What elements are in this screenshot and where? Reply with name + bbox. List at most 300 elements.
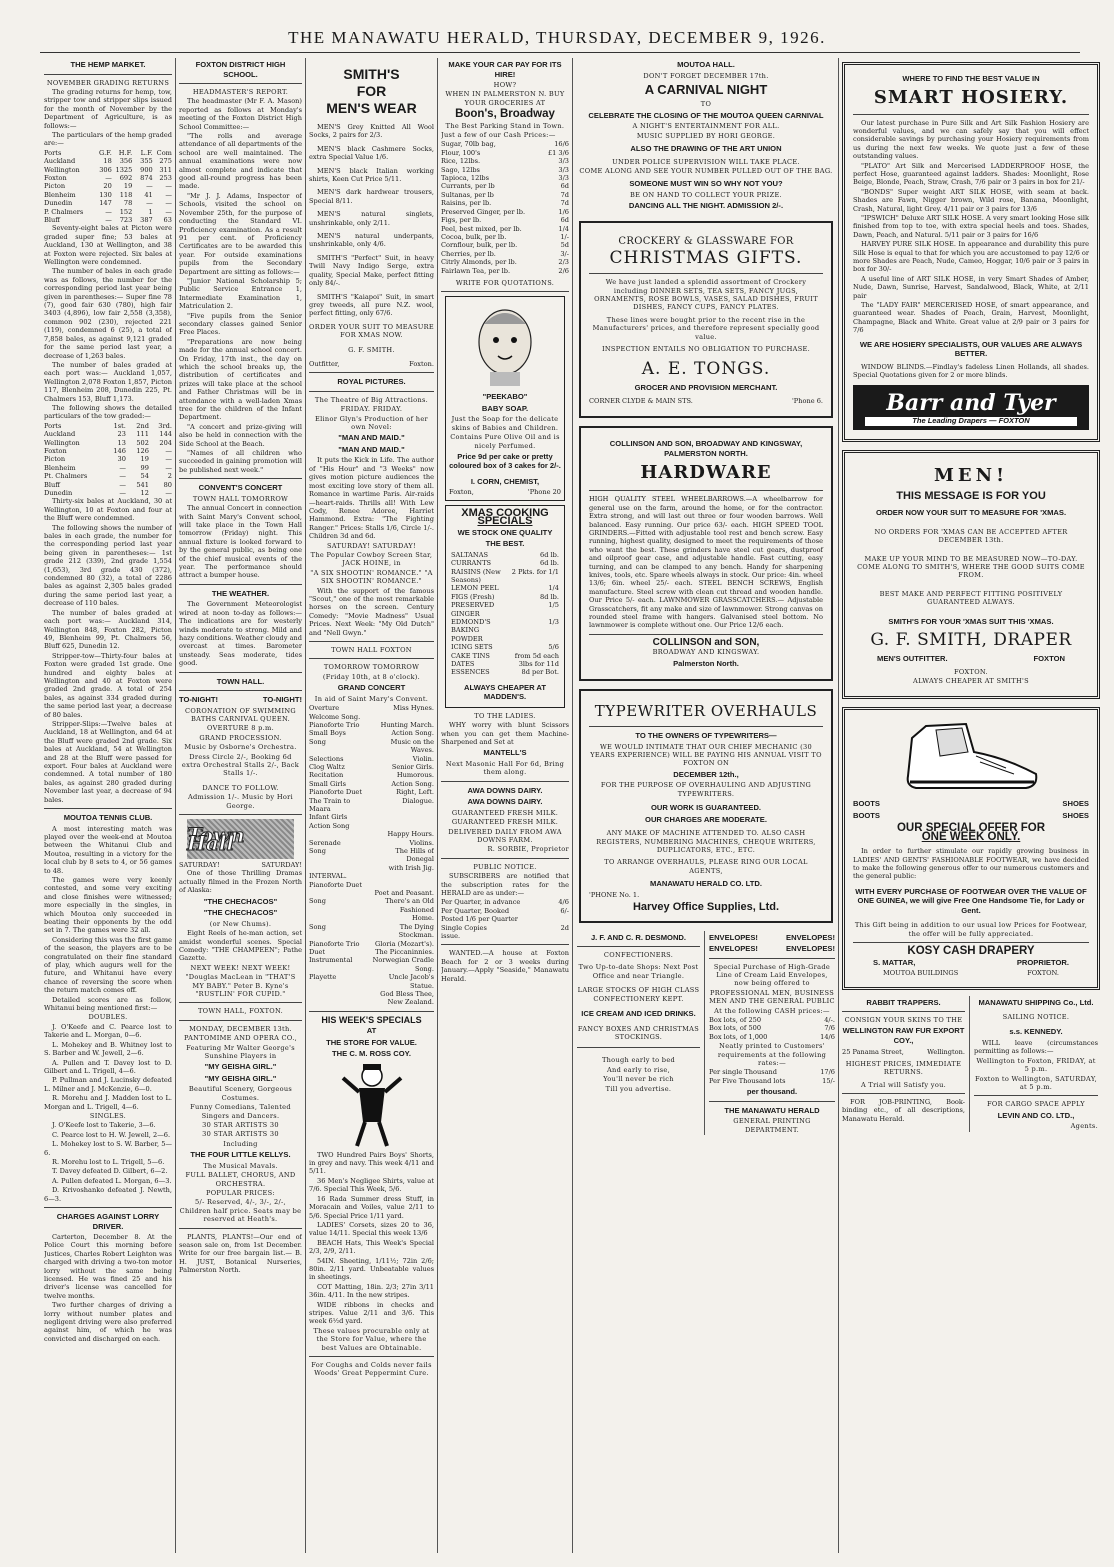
fw: Foxton to Wellington, SATURDAY, at 5 p.m.: [974, 1074, 1098, 1091]
smith-item: MEN'S natural singlets, unshrinkable, only 2/11.: [309, 210, 434, 227]
issue: issue.: [441, 932, 461, 940]
programme-row-cell: Dialogue.: [402, 796, 434, 805]
xmas-item-cell: 2 Pkts. for 1/1: [511, 567, 559, 576]
saturday-row: [179, 861, 302, 869]
table-header-cell: H.F.: [118, 148, 133, 157]
programme-row: [309, 830, 434, 838]
men-ad: [842, 450, 1100, 700]
subscribers: SUBSCRIBERS are notified that the subscription rates for the HERALD are as under:—: [441, 872, 569, 897]
school-paragraph: "Junior National Scholarship 5; Public Service Entrance 1, Intermediate Examination 1, Matriculation 2.: [179, 276, 302, 311]
programme-row: [309, 914, 434, 922]
divider: [179, 478, 302, 479]
price-row-cell: 6d: [560, 182, 569, 191]
specials-item: LADIES' Corsets, sizes 20 to 36, value 14/11. Special this week 13/6: [309, 1220, 434, 1238]
singles-label: SINGLES.: [89, 1111, 127, 1120]
table-row-cell: Auckland: [44, 157, 76, 166]
xmas-item-cell: 1/4: [548, 584, 559, 593]
school-heading: FOXTON DISTRICT HIGH SCHOOL.: [195, 60, 286, 79]
corn-chemist: I. CORN, CHEMIST,: [470, 476, 540, 486]
envelope-price-cell: Box lots, of 1,000: [709, 1032, 768, 1041]
foxton: Foxton.: [409, 359, 434, 368]
programme-row: [309, 847, 434, 864]
table-row-cell: Dunedin: [44, 199, 73, 208]
man-and-maid-paragraph: It puts the Kick in Life. The author of "His Hour" and "3 Weeks" now gives motion picture audiences the most exciting love story of them all. Romance in wartime Paris. Air-raids—heart-raids. Thrills all! With Lew Cody, Renee Adoree, Harriet Hammond. Extra: "The Fighting Ranger." Prices: Stalls 1/6, Circle 1/-. Children 3d and 6d.: [309, 456, 434, 541]
tennis-paragraph: Detailed scores are as follow, Whitanui being mentioned first:—: [44, 995, 172, 1013]
table-row: [44, 481, 172, 489]
divider: [179, 83, 302, 84]
to-the-ladies: TO THE LADIES.: [474, 711, 536, 720]
smith-item: MEN'S dark hardwear trousers, Special 8/11.: [309, 188, 434, 205]
xmas-item-cell: 6d lb.: [540, 559, 559, 568]
price-row-cell: Cocoa, bulk, per lb.: [441, 232, 507, 241]
table-row-cell: 18: [103, 157, 112, 166]
programme-row-cell: Serenade: [309, 838, 341, 847]
school-paragraph: "Five pupils from the Senior secondary classes gained Senior Free Places.: [179, 311, 302, 337]
foxton: FOXTON: [1033, 654, 1065, 664]
divider: [309, 1011, 434, 1012]
table-row-cell: 144: [159, 430, 172, 439]
price-row: [441, 199, 569, 207]
chechacos: "THE CHECHACOS": [203, 908, 278, 918]
dancing: DANCING ALL THE NIGHT. ADMISSION 2/-.: [628, 201, 784, 211]
price-row-cell: Fairlawn Tea, per lb.: [441, 266, 511, 275]
envelopes-right: ENVELOPES!: [786, 944, 835, 953]
boots: BOOTS: [853, 810, 881, 820]
divider: [441, 291, 569, 292]
programme-row: [309, 990, 434, 1007]
royal-sub: The Theatre of Big Attractions.: [314, 395, 429, 404]
table-row-cell: 502: [136, 438, 149, 447]
table-row-cell: 541: [136, 480, 149, 489]
baby-face-icon: [470, 302, 540, 388]
divider: [309, 658, 434, 659]
programme-row-cell: Violin.: [412, 754, 434, 763]
gf-smith: G. F. SMITH.: [348, 345, 395, 354]
price-row: [441, 267, 569, 275]
herald-printing: THE MANAWATU HERALD: [724, 1105, 820, 1115]
table-row-cell: 54: [140, 472, 149, 481]
cargo: FOR CARGO SPACE APPLY: [987, 1100, 1085, 1109]
programme-row-cell: [309, 889, 369, 897]
programme-row-cell: Hunting March.: [380, 720, 434, 729]
foxton: FOXTON.: [954, 667, 988, 676]
envelopes-row: [709, 944, 835, 954]
programme-row-cell: Playette: [309, 973, 337, 982]
romance: "A SIX SHOOTIN' ROMANCE." "A SIX SHOOTIN' ROMANCE.": [310, 568, 433, 586]
moderate: OUR CHARGES ARE MODERATE.: [645, 814, 767, 824]
one-week: ONE WEEK ONLY.: [921, 830, 1021, 843]
xmas-item-cell: 1/3: [548, 617, 559, 626]
tennis-paragraph: The games were very keenly contested, and some very exciting and close finishes were witnessed; more especially in the singles, in which Moutoa only succeeded in beating their opponents by the odd set in 7. The games were 32 all.: [44, 875, 172, 935]
rate-row-cell: Per Quarter, in advance: [441, 898, 521, 907]
table-row-cell: 387: [140, 216, 153, 224]
xmas-item-cell: CAKE TINS: [451, 651, 490, 660]
divider: [179, 672, 302, 673]
envelopes-ad: [705, 931, 835, 1136]
envelopes-at: At the following CASH prices:—: [714, 1006, 830, 1015]
reels-paragraph: Eight Reels of he-man action, set amidst wonderful scenes. Special Comedy: "THE CHAMPEEN"; Pathe Gazette.: [179, 929, 302, 963]
xmas-item-cell: SALTANAS: [451, 550, 488, 559]
table-row-cell: Picton: [44, 455, 66, 464]
gf-smith-draper: G. F. SMITH, DRAPER: [870, 630, 1072, 651]
wellington-fur: WELLINGTON RAW FUR EXPORT COY.,: [842, 1026, 965, 1045]
hemp-paragraph: Seventy-eight bales at Picton were graded super fine; 53 bales at Auckland, 130 at Wellington, and 38 at Foxton were rejected. Six bales at Wellington were condemned.: [44, 224, 172, 267]
make-up: MAKE UP YOUR MIND TO BE MEASURED NOW—TO-DAY. COME ALONG TO SMITH'S, WHERE THE GOOD SUITS COME FROM.: [857, 554, 1085, 580]
result-line: P. Pullman and J. Lucinsky defeated L. Milner and J. McKenzie, 6—0.: [44, 1076, 172, 1093]
programme-row: [309, 788, 434, 796]
general-printing: GENERAL PRINTING DEPARTMENT.: [733, 1117, 811, 1134]
table-row-cell: 30: [117, 455, 126, 464]
hemp-table: [44, 149, 172, 225]
programme-row-cell: Right, Left.: [396, 788, 434, 797]
masonic: Next Masonic Hall For 6d, Bring them along.: [445, 759, 565, 777]
divider: [179, 690, 302, 691]
programme-row-cell: [369, 813, 434, 830]
price-row-cell: 7d: [560, 190, 569, 199]
hemp-subheading: NOVEMBER GRADING RETURNS: [46, 78, 170, 87]
typewriter-para: TO ARRANGE OVERHAULS, PLEASE RING OUR LOCAL AGENTS,: [604, 858, 808, 875]
town-hall-foxton: TOWN HALL, FOXTON.: [197, 1007, 284, 1016]
result-line: R. Morehu and J. Madden lost to L. Morgan and L. Trigell, 4—6.: [44, 1094, 172, 1111]
weather-paragraph: The Government Meteorologist wired at noon to-day as follows:— The indications are for westerly winds moderate to strong. Mild and hazy conditions. Weather cloudy and overcast at times. Barometer unsteady. Seas moderate, tides good.: [179, 600, 302, 668]
table-row: [44, 489, 172, 497]
table-header-cell: 3rd.: [158, 421, 172, 430]
typewriter-para: FOR THE PURPOSE OF OVERHAULING AND ADJUSTING TYPEWRITERS.: [600, 781, 812, 798]
specials-item: COT Matting, 18in. 2/3; 27in 3/11 36in. 4/11. In the new stripes.: [309, 1282, 434, 1300]
xmas-item-cell: ESSENCES: [451, 668, 490, 677]
table-row-cell: 253: [159, 173, 172, 182]
royal-heading: ROYAL PICTURES.: [337, 377, 406, 387]
barr-tyer-logo: [853, 385, 1089, 429]
man-and-maid: "MAN AND MAID.": [338, 444, 405, 454]
envelope-rate-cell: 17/6: [820, 1068, 835, 1077]
table-row-cell: 111: [136, 430, 149, 439]
table-row-cell: Blenheim: [44, 463, 76, 472]
crockery-ad: [579, 221, 833, 419]
awa-dairy: AWA DOWNS DAIRY.: [467, 785, 543, 795]
shoes: SHOES: [1062, 799, 1089, 809]
hemp-paragraph: The following shows the number of bales in each grade, the number for the corresponding period last year being given in parentheses:— 1st grade 212 (339), 2nd grade 1,554 (1,653), 3rd grade 430 (372), condemned 80 (32), a total of 2286 bales as against 2,305 bales graded during the same period last year, a decrease of 110 bales.: [44, 523, 172, 608]
table-row-cell: —: [119, 472, 126, 481]
overture: OVERTURE 8 p.m.: [207, 724, 274, 733]
hosiery-para: Our latest purchase in Pure Silk and Art Silk Fashion Hosiery are wonderful values, and we can safely say that you will effect considerable savings by purchasing your Hosiery requirements from us during the next few weeks. We quote just a few of these outstanding values.: [853, 118, 1089, 161]
boons-price-list: [441, 140, 569, 275]
programme-row: [309, 771, 434, 779]
table-header-cell: Ports: [44, 148, 62, 157]
prices: 5/- Reserved, 4/-, 3/-, 2/-, Children half price. Seats may be reserved at Heath's.: [179, 1198, 302, 1224]
xmas-item-list: [451, 551, 559, 677]
awa-dairy: AWA DOWNS DAIRY.: [467, 797, 543, 807]
envelope-prices: [709, 1016, 835, 1041]
envelope-rate-cell: 15/-: [822, 1076, 835, 1085]
barr-tyer-text: Barr and Tyer: [886, 390, 1056, 417]
smiths-heading: SMITH'S: [343, 66, 400, 82]
including: Including: [223, 1139, 258, 1148]
message: THIS MESSAGE IS FOR YOU: [896, 489, 1046, 502]
crockery-heading: CROCKERY & GLASSWARE FOR: [618, 235, 794, 247]
table-row-cell: Dunedin: [44, 489, 73, 497]
programme-row-cell: The Hills of Donegal: [395, 847, 434, 864]
programme-row: [309, 839, 434, 847]
price-row-cell: 2/3: [558, 258, 569, 267]
moutoa-buildings: MOUTOA BUILDINGS: [883, 969, 959, 978]
price-row-cell: Sago, 12lbs: [441, 165, 480, 174]
to: TO: [700, 100, 712, 109]
programme-row-cell: The Dying Stockman.: [398, 922, 434, 940]
specials-item: 16 Rada Summer dress Stuff, in Moracain and Voiles, value 2/11 to 5/6. Special Price 1/11 yard.: [309, 1194, 434, 1220]
xmas-item-cell: FIGS (Fresh): [451, 592, 495, 601]
price-row: [441, 258, 569, 266]
xmas-item: [451, 660, 559, 668]
order-suit: ORDER YOUR SUIT TO MEASURE FOR XMAS NOW.: [309, 322, 434, 340]
price-row-cell: Raisins, per lb.: [441, 199, 492, 208]
table-header-cell: G.F.: [99, 148, 112, 157]
column-6: [842, 58, 1100, 1559]
typewriter-to: TO THE OWNERS OF TYPEWRITERS—: [635, 731, 777, 741]
town-hall-foxton: TOWN HALL FOXTON: [331, 646, 412, 654]
corn-address: Foxton,: [449, 488, 474, 497]
tennis-paragraph: A most interesting match was played over the week-end at Moutoa between the Whitanui Club and Moutoa, resulting in a victory for the local club by 8 sets to 4, or 56 games to 48.: [44, 824, 172, 875]
price-row-cell: Flour, 100's: [441, 148, 481, 157]
divider: [179, 1020, 302, 1021]
xmas-item-cell: EDMOND'S BAKING POWDER: [451, 617, 491, 643]
school-paragraph: "A concert and prize-giving will also be held in connection with the Side School at the Beach.: [179, 422, 302, 448]
xmas-item: [451, 652, 559, 660]
xmas-item: [451, 601, 559, 618]
table-row: [44, 174, 172, 182]
come-along: COME ALONG AND SEE YOUR NUMBER PULLED OUT OF THE BAG.: [579, 166, 833, 175]
result-line: A. Pullen defeated L. Morgan, 6—3.: [52, 1176, 172, 1185]
table-row-cell: —: [165, 446, 172, 455]
corn-phone: 'Phone 20: [527, 488, 561, 497]
doubles-label: DOUBLES.: [88, 1013, 128, 1022]
programme-row-cell: [309, 914, 369, 922]
hardware-heading: HARDWARE: [640, 462, 772, 484]
price-row-cell: Citrly Almonds, per lb.: [441, 258, 517, 267]
result-line: T. Davey defeated D. Gilbert, 6—2.: [52, 1167, 168, 1176]
xmas-item-cell: RAISINS (New Seasons): [451, 567, 501, 584]
programme-row: [309, 864, 434, 872]
table-row-cell: 1325: [115, 165, 133, 174]
divider: [589, 490, 823, 491]
smith-item: MEN'S black Cashmere Socks, extra Special Value 1/6.: [309, 144, 434, 162]
tomorrow: TOMORROW TOMORROW: [323, 663, 420, 672]
xmas-heading: SPECIALS: [477, 515, 533, 528]
shoe-icon: [896, 716, 1046, 796]
xmas-item-cell: 3lbs for 11d: [518, 659, 559, 668]
column-divider: [175, 58, 176, 1553]
table-header-cell: 1st.: [113, 421, 126, 430]
xmas-item-cell: 8d lb.: [540, 592, 559, 601]
table-row-cell: Auckland: [44, 430, 76, 439]
when: WHEN IN PALMERSTON N. BUY YOUR GROCERIES AT: [445, 90, 565, 107]
shipping-ad: [970, 996, 1098, 1132]
table-row-cell: 311: [159, 165, 172, 174]
programme-row-cell: Welcome Song.: [309, 712, 361, 721]
table-row: [44, 455, 172, 463]
programme-row-cell: [309, 830, 369, 838]
column-3: [309, 58, 434, 1559]
table-row-cell: 147: [99, 199, 112, 208]
xmas-item-cell: 1/5: [548, 601, 559, 610]
best: THE BEST.: [485, 539, 525, 549]
programme-row-cell: Gloria (Mozart's).: [375, 939, 434, 948]
fresh-milk: GUARANTEED FRESH MILK.: [451, 808, 559, 817]
result-line: J. O'Keefe lost to Takerie, 3—6.: [52, 1121, 156, 1130]
programme-row-cell: Norwegian Cradle: [372, 956, 434, 965]
divider: [589, 634, 823, 635]
boots: BOOTS: [853, 799, 881, 809]
programme-row-cell: [309, 864, 369, 872]
price-row: [441, 241, 569, 249]
beautiful: Beautiful Scenery, Gorgeous Costumes.: [188, 1085, 293, 1102]
soap-para: Contains Pure Olive Oil and is nicely Perfumed.: [450, 433, 560, 450]
smiths-heading: MEN'S WEAR: [326, 100, 417, 116]
plants-ad: PLANTS, PLANTS!—Our end of season sale on, from 1st December. Write for our free bargain list.— B. H. JUST, Botanical Nurseries, Palmerston North.: [179, 1232, 302, 1275]
table-row-cell: Foxton: [44, 446, 67, 455]
price-row: [441, 216, 569, 224]
corner: CORNER CLYDE & MAIN STS.: [589, 396, 693, 405]
envelopes-left: ENVELOPES!: [709, 944, 758, 953]
price-row: [441, 191, 569, 199]
tongs-address-row: [589, 397, 823, 405]
envelope-rates: [709, 1068, 835, 1085]
programme-row-cell: Poet and Peasant.: [374, 889, 434, 898]
envelope-price-cell: 7/6: [824, 1024, 835, 1033]
hosiery-item: "PLATO" Art Silk and Mercerised LADDERPROOF HOSE, the perfect Hose, guaranteed against ladders. Shades: Moonlight, Rose Beige, Blonde, Peach, Straw, Crash, 7/6 pair or 3 pairs in box for 21/-: [853, 161, 1089, 187]
town-hall-logo-text: Town Hall: [187, 822, 245, 856]
hemp-paragraph: The grading returns for hemp, tow, stripper tow and stripper slips issued for the month of November by the Department of Agriculture, is as follows:—: [44, 87, 172, 130]
confectioners: CONFECTIONERS.: [603, 951, 674, 959]
price-row-cell: 1/4: [558, 224, 569, 233]
xmas-item-cell: 8d per Bot.: [521, 668, 559, 677]
xmas-item: [451, 593, 559, 601]
programme-row-cell: There's an Old Fashioned: [385, 897, 434, 914]
harvey: Harvey Office Supplies, Ltd.: [632, 901, 780, 914]
new-chums: (or New Chums).: [209, 919, 272, 928]
rate-row-cell: [543, 915, 569, 923]
programme-row-cell: [369, 881, 434, 889]
write: WRITE FOR QUOTATIONS.: [455, 278, 555, 287]
newspaper-title: THE MANAWATU HERALD, THURSDAY, DECEMBER 9, 1926.: [288, 28, 826, 47]
gift: This Gift being in addition to our usual low Prices for Footwear, the offer will be fully appreciated.: [854, 921, 1088, 938]
smith-item: SMITH'S "Kaiapoi" Suit, in smart grey tweeds, all pure N.Z. wool, perfect fitting, only 67/6.: [309, 292, 434, 318]
table-row-cell: 692: [119, 173, 133, 182]
programme-row-cell: Action Song.: [391, 729, 434, 738]
rate-row: [441, 898, 569, 906]
car-heading: MAKE YOUR CAR PAY FOR ITS HIRE!: [448, 60, 562, 79]
someone-must-win: SOMEONE MUST WIN SO WHY NOT YOU?: [629, 179, 783, 189]
xmas-item: [451, 618, 559, 643]
friday-time: (Friday 10th, at 8 o'clock).: [322, 672, 421, 681]
table-header-cell: 2nd: [136, 421, 149, 430]
highest: HIGHEST PRICES, IMMEDIATE RETURNS.: [845, 1059, 962, 1077]
music: Music by Osborne's Orchestra.: [184, 743, 297, 752]
table-row-cell: Bluff: [44, 216, 60, 224]
table-row-cell: 118: [119, 190, 133, 199]
boots-shoes-row: [853, 799, 1089, 809]
hemp-paragraph: The number of bales graded at each port was:— Auckland 1,057, Wellington 2,078 Foxton 1,857, Picton 117, Blenheim 208, Dunedin 225, Pt. Chalmers 153, Bluff 1,173.: [44, 360, 172, 403]
result-line: A. Pullen and T. Davey lost to D. Gilbert and L. Trigell, 4—6.: [44, 1058, 172, 1075]
saturday-right: SATURDAY!: [261, 861, 302, 870]
with-every-purchase: WITH EVERY PURCHASE OF FOOTWEAR OVER THE VALUE OF ONE GUINEA, we will give Free One Handsome Tie, for Lady or Gent.: [855, 886, 1087, 915]
school-paragraph: "Names of all children who succeeded in gaining promotion will be published next week.": [179, 449, 302, 474]
verse: Till you advertise.: [605, 1084, 672, 1093]
where-to-find: WHERE TO FIND THE BEST VALUE IN: [902, 74, 1040, 83]
programme-row: [309, 704, 434, 712]
verse: Though early to bed: [601, 1056, 676, 1065]
table-row-cell: 78: [123, 199, 133, 208]
saturday-paragraph: One of those Thrilling Dramas actually filmed in the Frozen North of Alaska:: [179, 869, 302, 895]
smart-hosiery: SMART HOSIERY.: [873, 86, 1069, 108]
programme-row-cell: Pianoforte Duet: [309, 788, 362, 797]
hosiery-item: The "LADY FAIR" MERCERISED HOSE, of smart appearance, and guaranteed wear. Shades of Peach, Grain, Harvest, Moonlight, Champagne, Black and White. Great value at 2/9 pair or 3 pairs for 7/6: [853, 301, 1089, 335]
divider: [309, 1356, 434, 1357]
coronation: CORONATION OF SWIMMING BATHS CARNIVAL QUEEN.: [185, 706, 296, 723]
dancing-man-icon: [337, 1062, 407, 1150]
mattar: S. MATTAR,: [873, 957, 916, 967]
price-row-cell: 3/3: [558, 157, 569, 166]
always-cheaper: ALWAYS CHEAPER AT SMITH'S: [913, 677, 1029, 686]
divider: [179, 814, 302, 815]
table-row-cell: Pt. Chalmers: [44, 472, 88, 481]
xmas-item: [451, 568, 559, 585]
programme-row: [309, 872, 434, 880]
price-row-cell: Preserved Ginger, per lb.: [441, 207, 526, 216]
programme-row: [309, 973, 434, 990]
programme-row-cell: Music on the Waves.: [390, 737, 434, 755]
how: HOW?: [493, 81, 517, 89]
special-offer: OUR SPECIAL OFFER FOR: [896, 822, 1046, 835]
programme-row: [309, 713, 434, 721]
xmas-item: [451, 584, 559, 592]
table-row: [44, 430, 172, 438]
masthead: [0, 0, 1114, 58]
programme-row: [309, 721, 434, 729]
aid: In aid of Saint Mary's Convent.: [314, 694, 429, 703]
price-row-cell: Rice, 12lbs.: [441, 157, 481, 166]
smith-item: MEN'S natural underpants, unshrinkable, only 4/6.: [309, 232, 434, 249]
art-union: ALSO THE DRAWING OF THE ART UNION: [630, 144, 782, 154]
convent-subheading: TOWN HALL TOMORROW: [192, 494, 289, 503]
price-row-cell: 1/6: [558, 207, 569, 216]
typewriter-para: WE WOULD INTIMATE THAT OUR CHIEF MECHANIC (30 YEARS EXPERIENCE) WILL BE PAYING HIS ANNUAL VISIT TO FOXTON ON: [590, 742, 822, 768]
shoes: SHOES: [1062, 810, 1089, 820]
hemp-paragraph: The number of bales graded at each port was:— Auckland 314, Wellington 848, Foxton 282, Picton 49, Blenheim 99, Pt. Chalmers 56, Bluff 625, Dunedin 12.: [44, 608, 172, 651]
stock: WE STOCK ONE QUALITY: [457, 527, 553, 537]
price-row-cell: Tapioca, 12lbs: [441, 174, 490, 183]
tonight-row: [179, 695, 302, 705]
rate-row-cell: Single Copies: [441, 923, 487, 932]
table-row-cell: Wellington: [44, 165, 80, 174]
divider: [974, 1095, 1098, 1096]
programme-row-cell: Senior Girls.: [391, 762, 434, 771]
programme-row: [309, 881, 434, 889]
programme-row-cell: Pianoforte Trio: [309, 939, 360, 948]
tennis-heading: MOUTOA TENNIS CLUB.: [63, 813, 153, 823]
price-row-cell: Cherries, per lb.: [441, 249, 496, 258]
column-2: [179, 58, 302, 1559]
table-row-cell: Wellington: [44, 438, 80, 447]
peekaboo-ad: [445, 296, 565, 501]
xmas-item-cell: from 5d each: [514, 651, 559, 660]
table-row-cell: —: [105, 216, 112, 224]
programme-row-cell: Recitation: [309, 771, 344, 780]
next-week: NEXT WEEK! NEXT WEEK!: [190, 963, 291, 972]
table-row: [44, 199, 172, 207]
price-row: [441, 149, 569, 157]
programme-row-cell: Small Boys: [309, 729, 346, 738]
